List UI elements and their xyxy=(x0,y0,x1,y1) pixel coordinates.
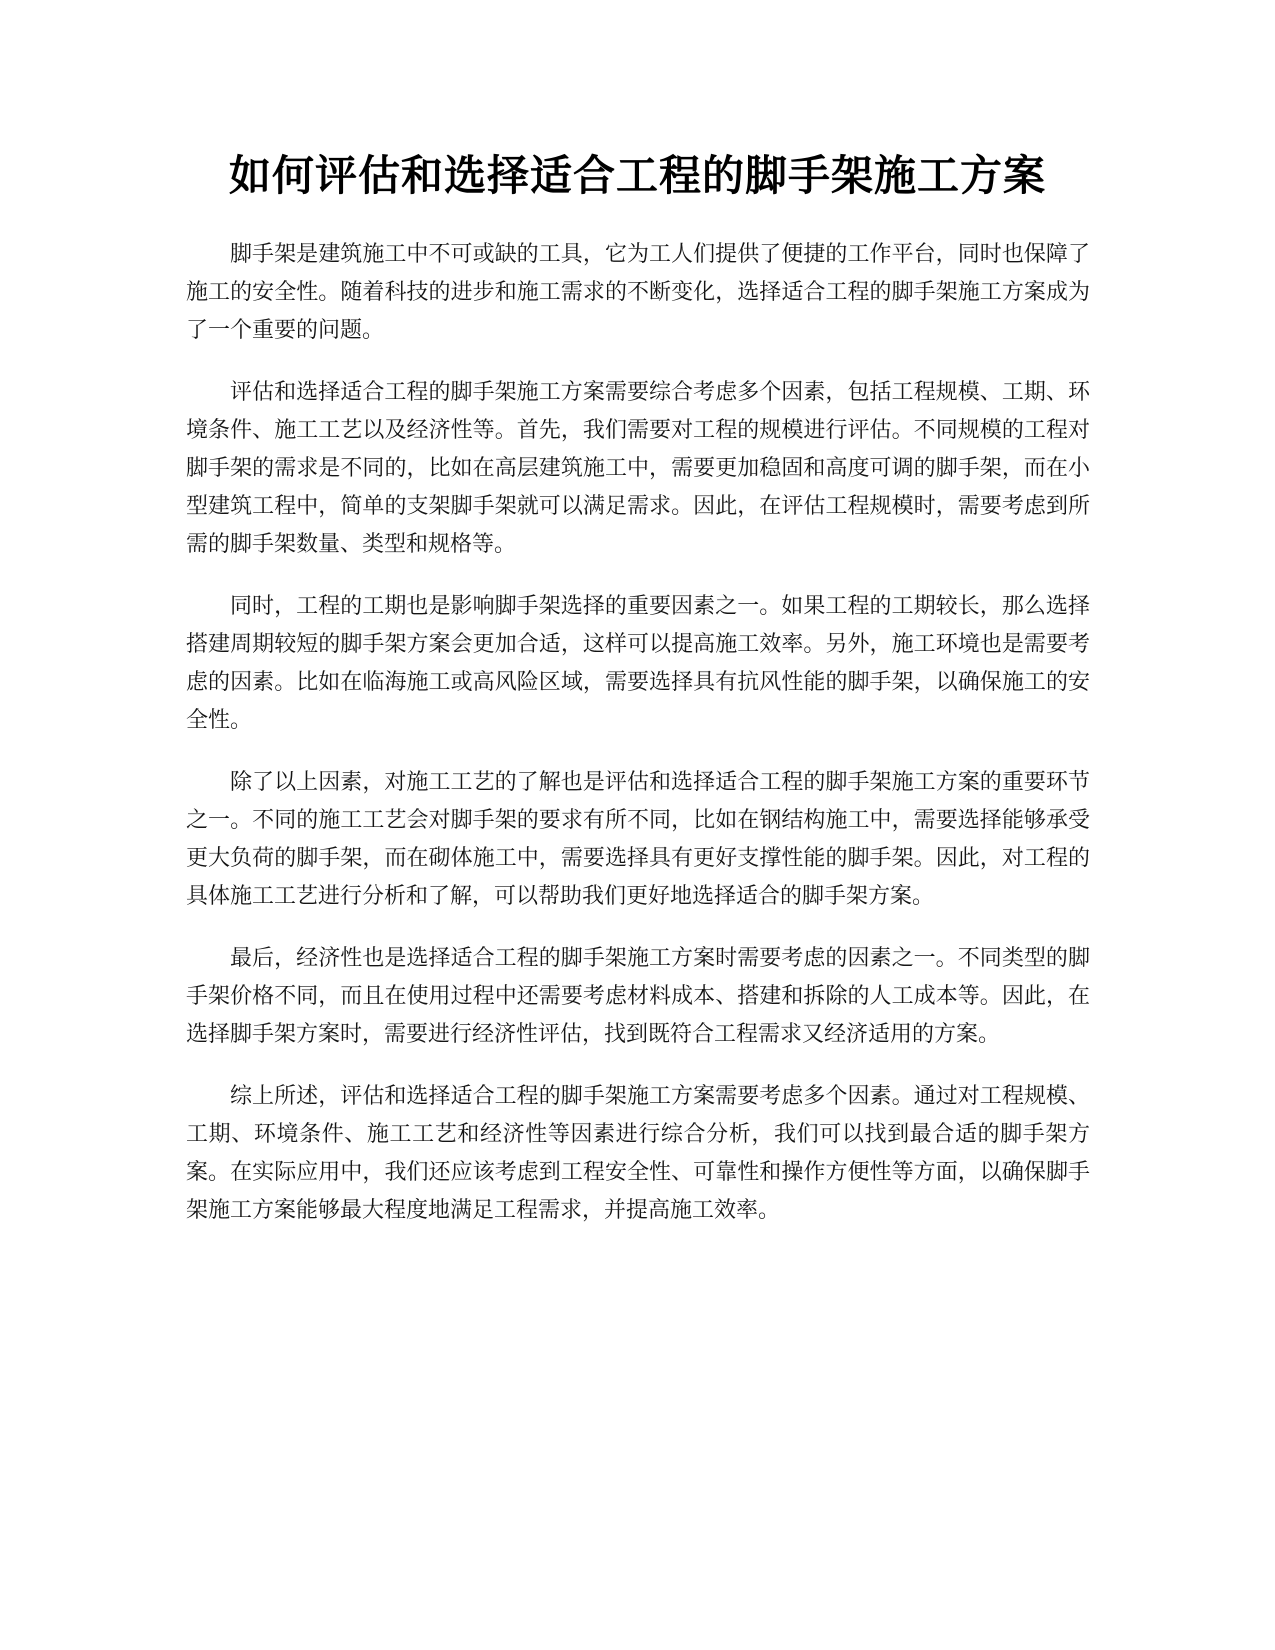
paragraph-conclusion: 综上所述，评估和选择适合工程的脚手架施工方案需要考虑多个因素。通过对工程规模、工期、环境条件、施工工艺和经济性等因素进行综合分析，我们可以找到最合适的脚手架方案。在实际应用中，我们还应该考虑到工程安全性、可靠性和操作方便性等方面，以确保脚手架施工方案能够最大程度地满足工程需求，并提高施工效率。 xyxy=(186,1084,1090,1223)
paragraph-intro: 脚手架是建筑施工中不可或缺的工具，它为工人们提供了便捷的工作平台，同时也保障了施工的安全性。随着科技的进步和施工需求的不断变化，选择适合工程的脚手架施工方案成为了一个重要的问题。 xyxy=(186,242,1090,343)
document-body xyxy=(186,236,1090,1254)
paragraph-scale: 评估和选择适合工程的脚手架施工方案需要综合考虑多个因素，包括工程规模、工期、环境条件、施工工艺以及经济性等。首先，我们需要对工程的规模进行评估。不同规模的工程对脚手架的需求是不同的，比如在高层建筑施工中，需要更加稳固和高度可调的脚手架，而在小型建筑工程中，简单的支架脚手架就可以满足需求。因此，在评估工程规模时，需要考虑到所需的脚手架数量、类型和规格等。 xyxy=(186,380,1090,557)
paragraph-schedule-environment: 同时，工程的工期也是影响脚手架选择的重要因素之一。如果工程的工期较长，那么选择搭建周期较短的脚手架方案会更加合适，这样可以提高施工效率。另外，施工环境也是需要考虑的因素。比如在临海施工或高风险区域，需要选择具有抗风性能的脚手架，以确保施工的安全性。 xyxy=(186,594,1090,733)
paragraph-process: 除了以上因素，对施工工艺的了解也是评估和选择适合工程的脚手架施工方案的重要环节之一。不同的施工工艺会对脚手架的要求有所不同，比如在钢结构施工中，需要选择能够承受更大负荷的脚手架，而在砌体施工中，需要选择具有更好支撑性能的脚手架。因此，对工程的具体施工工艺进行分析和了解，可以帮助我们更好地选择适合的脚手架方案。 xyxy=(186,770,1090,909)
document-title: 如何评估和选择适合工程的脚手架施工方案 xyxy=(228,151,1046,200)
paragraph-economy: 最后，经济性也是选择适合工程的脚手架施工方案时需要考虑的因素之一。不同类型的脚手架价格不同，而且在使用过程中还需要考虑材料成本、搭建和拆除的人工成本等。因此，在选择脚手架方案时，需要进行经济性评估，找到既符合工程需求又经济适用的方案。 xyxy=(186,946,1090,1047)
